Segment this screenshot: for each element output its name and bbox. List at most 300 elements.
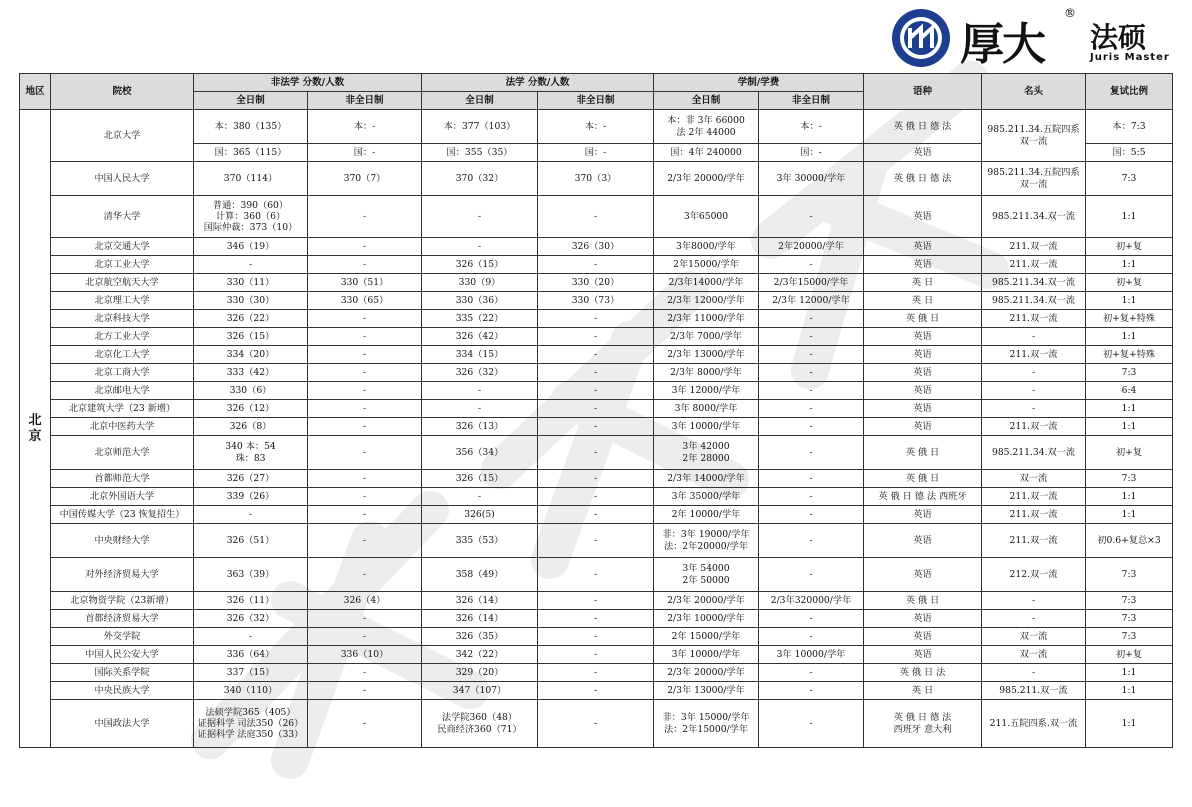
cell-nonlaw-part: -	[308, 328, 422, 346]
cell-school: 外交学院	[51, 628, 194, 646]
cell-school: 北京科技大学	[51, 310, 194, 328]
cell-ratio: 初+复+特殊	[1086, 346, 1173, 364]
cell-nonlaw-part: -	[308, 346, 422, 364]
header-law: 法学 分数/人数	[422, 74, 654, 92]
cell-ratio: 1:1	[1086, 400, 1173, 418]
cell-school: 北京交通大学	[51, 238, 194, 256]
cell-nonlaw-part: 330（51）	[308, 274, 422, 292]
cell-nonlaw-full: 326（51）	[194, 524, 308, 558]
header-tuition-part: 非全日制	[759, 92, 864, 110]
logo-brand-text: 厚大	[960, 19, 1044, 70]
cell-school: 中央民族大学	[51, 682, 194, 700]
region-cell	[20, 110, 51, 748]
header-ratio: 复试比例	[1086, 74, 1173, 110]
cell-law-full: 326（14）	[422, 610, 538, 628]
cell-language: 英语	[864, 610, 982, 628]
cell-law-full: 326（42）	[422, 328, 538, 346]
cell-tuition-full: 2/3年 13000/学年	[654, 682, 759, 700]
table-row	[20, 524, 1173, 558]
table-row	[20, 110, 1173, 144]
cell-law-full: 326（14）	[422, 592, 538, 610]
cell-school: 国际关系学院	[51, 664, 194, 682]
cell-language: 英 俄 日	[864, 310, 982, 328]
cell-tuition-part: 3年 30000/学年	[759, 162, 864, 196]
cell-tuition-full: 2/3年 8000/学年	[654, 364, 759, 382]
brand-logo	[888, 6, 1188, 70]
cell-law-part: -	[538, 558, 654, 592]
table-row	[20, 470, 1173, 488]
cell-ratio: 初+复	[1086, 436, 1173, 470]
cell-language: 英 日	[864, 682, 982, 700]
cell-tuition-part: -	[759, 400, 864, 418]
cell-law-full: -	[422, 400, 538, 418]
cell-ratio: 1:1	[1086, 328, 1173, 346]
table-row	[20, 328, 1173, 346]
cell-law-part: 330（73）	[538, 292, 654, 310]
cell-rank: 211.双一流	[982, 238, 1086, 256]
cell-rank: 985.211.双一流	[982, 682, 1086, 700]
header-region: 地区	[20, 74, 51, 110]
cell-tuition-part: 本：-	[759, 110, 864, 144]
cell-school: 中国人民大学	[51, 162, 194, 196]
cell-law-part: 370（3）	[538, 162, 654, 196]
header-nonlaw: 非法学 分数/人数	[194, 74, 422, 92]
cell-nonlaw-full: 326（27）	[194, 470, 308, 488]
cell-rank: -	[982, 610, 1086, 628]
cell-language: 英语	[864, 364, 982, 382]
cell-law-full: 370（32）	[422, 162, 538, 196]
cell-nonlaw-part: 370（7）	[308, 162, 422, 196]
cell-tuition-full: 2/3年 20000/学年	[654, 664, 759, 682]
cell-nonlaw-full: 326（12）	[194, 400, 308, 418]
cell-rank: 985.211.34.双一流	[982, 196, 1086, 238]
cell-school: 北京工业大学	[51, 256, 194, 274]
cell-language: 英 俄 日 德 法	[864, 162, 982, 196]
cell-tuition-full: 2年 10000/学年	[654, 506, 759, 524]
table-row	[20, 628, 1173, 646]
cell-school: 北京航空航天大学	[51, 274, 194, 292]
cell-ratio: 1:1	[1086, 664, 1173, 682]
cell-ratio: 7:3	[1086, 470, 1173, 488]
cell-tuition-part: -	[759, 310, 864, 328]
table-row	[20, 436, 1173, 470]
table-row	[20, 664, 1173, 682]
table-row	[20, 196, 1173, 238]
cell-law-part: -	[538, 364, 654, 382]
cell-rank: 211.双一流	[982, 488, 1086, 506]
cell-tuition-part: -	[759, 558, 864, 592]
cell-tuition-part: -	[759, 610, 864, 628]
cell-tuition-full: 3年8000/学年	[654, 238, 759, 256]
cell-rank: 985.211.34.双一流	[982, 436, 1086, 470]
header-nonlaw-part: 非全日制	[308, 92, 422, 110]
cell-rank: 985.211.34.双一流	[982, 274, 1086, 292]
cell-school: 北京建筑大学（23 新增）	[51, 400, 194, 418]
cell-nonlaw-full: 346（19）	[194, 238, 308, 256]
cell-rank: 212.双一流	[982, 558, 1086, 592]
cell-school: 北方工业大学	[51, 328, 194, 346]
cell-nonlaw-full: 国：365（115）	[194, 144, 308, 162]
cell-language: 英语	[864, 418, 982, 436]
cell-school: 对外经济贸易大学	[51, 558, 194, 592]
cell-tuition-part: -	[759, 628, 864, 646]
cell-tuition-part: -	[759, 506, 864, 524]
cell-law-full: 335（53）	[422, 524, 538, 558]
cell-language: 英语	[864, 558, 982, 592]
cell-law-part: -	[538, 488, 654, 506]
cell-language: 英 日	[864, 274, 982, 292]
cell-rank: 985.211.34.五院四系 双一流	[982, 110, 1086, 162]
cell-law-part: -	[538, 610, 654, 628]
cell-law-part: -	[538, 328, 654, 346]
cell-law-part: 330（20）	[538, 274, 654, 292]
cell-nonlaw-part: -	[308, 506, 422, 524]
cell-rank: -	[982, 400, 1086, 418]
cell-tuition-full: 国：4年 240000	[654, 144, 759, 162]
cell-nonlaw-part: -	[308, 196, 422, 238]
cell-ratio: 初+复	[1086, 646, 1173, 664]
table-row	[20, 364, 1173, 382]
cell-tuition-full: 2/3年 11000/学年	[654, 310, 759, 328]
cell-school: 中央财经大学	[51, 524, 194, 558]
table-row	[20, 346, 1173, 364]
cell-tuition-part: 2/3年15000/学年	[759, 274, 864, 292]
cell-language: 英语	[864, 238, 982, 256]
cell-law-part: -	[538, 592, 654, 610]
cell-tuition-full: 3年 12000/学年	[654, 382, 759, 400]
cell-nonlaw-full: 334（20）	[194, 346, 308, 364]
cell-nonlaw-part: -	[308, 700, 422, 748]
cell-language: 英语	[864, 328, 982, 346]
cell-school: 北京理工大学	[51, 292, 194, 310]
cell-language: 英语	[864, 382, 982, 400]
cell-rank: 211.双一流	[982, 346, 1086, 364]
cell-tuition-full: 3年 10000/学年	[654, 418, 759, 436]
cell-nonlaw-part: -	[308, 400, 422, 418]
cell-nonlaw-full: -	[194, 256, 308, 274]
cell-nonlaw-full: 340 本：54 珠：83	[194, 436, 308, 470]
header-law-part: 非全日制	[538, 92, 654, 110]
cell-tuition-part: 3年 10000/学年	[759, 646, 864, 664]
header-nonlaw-full: 全日制	[194, 92, 308, 110]
cell-rank: 211.双一流	[982, 418, 1086, 436]
cell-tuition-full: 2/3年 7000/学年	[654, 328, 759, 346]
cell-law-part: -	[538, 346, 654, 364]
cell-law-full: 330（9）	[422, 274, 538, 292]
cell-school: 北京邮电大学	[51, 382, 194, 400]
cell-tuition-full: 3年 42000 2年 28000	[654, 436, 759, 470]
cell-ratio: 初+复+特殊	[1086, 310, 1173, 328]
cell-language: 英语	[864, 346, 982, 364]
cell-tuition-part: -	[759, 700, 864, 748]
cell-rank: -	[982, 664, 1086, 682]
cell-tuition-full: 2/3年 12000/学年	[654, 292, 759, 310]
cell-ratio: 初0.6+复总×3	[1086, 524, 1173, 558]
cell-tuition-full: 3年 8000/学年	[654, 400, 759, 418]
table-row	[20, 310, 1173, 328]
cell-tuition-part: -	[759, 436, 864, 470]
cell-tuition-full: 本：非 3年 66000 法 2年 44000	[654, 110, 759, 144]
cell-school: 北京大学	[51, 110, 194, 162]
cell-language: 英 俄 日 德 法 西班牙	[864, 488, 982, 506]
logo-en-text: Juris Master	[1090, 52, 1170, 63]
cell-tuition-full: 2/3年 14000/学年	[654, 470, 759, 488]
cell-ratio: 国：5:5	[1086, 144, 1173, 162]
cell-law-full: -	[422, 382, 538, 400]
cell-language: 英 俄 日 德 法 西班牙 意大利	[864, 700, 982, 748]
cell-law-full: 本：377（103）	[422, 110, 538, 144]
table-row	[20, 558, 1173, 592]
table-row	[20, 418, 1173, 436]
cell-language: 英语	[864, 196, 982, 238]
table-row	[20, 610, 1173, 628]
header-law-full: 全日制	[422, 92, 538, 110]
cell-tuition-part: 2/3年320000/学年	[759, 592, 864, 610]
cell-nonlaw-full: 330（11）	[194, 274, 308, 292]
cell-language: 英语	[864, 144, 982, 162]
cell-tuition-part: -	[759, 664, 864, 682]
cell-school: 北京中医药大学	[51, 418, 194, 436]
table-row	[20, 256, 1173, 274]
cell-language: 英 日	[864, 292, 982, 310]
cell-language: 英语	[864, 400, 982, 418]
cell-law-full: 347（107）	[422, 682, 538, 700]
region-char: 北	[28, 412, 42, 428]
cell-nonlaw-part: -	[308, 364, 422, 382]
cell-law-part: 326（30）	[538, 238, 654, 256]
cell-law-part: -	[538, 506, 654, 524]
cell-nonlaw-full: 333（42）	[194, 364, 308, 382]
cell-rank: 211.双一流	[982, 256, 1086, 274]
cell-tuition-part: -	[759, 346, 864, 364]
cell-ratio: 1:1	[1086, 418, 1173, 436]
cell-law-part: 国：-	[538, 144, 654, 162]
cell-tuition-full: 2年 15000/学年	[654, 628, 759, 646]
cell-tuition-full: 3年 10000/学年	[654, 646, 759, 664]
cell-law-full: 国：355（35）	[422, 144, 538, 162]
cell-ratio: 7:3	[1086, 592, 1173, 610]
cell-law-full: 358（49）	[422, 558, 538, 592]
cell-tuition-full: 非：3年 15000/学年 法：2年15000/学年	[654, 700, 759, 748]
cell-nonlaw-part: -	[308, 524, 422, 558]
cell-nonlaw-part: 330（65）	[308, 292, 422, 310]
cell-tuition-full: 2/3年 10000/学年	[654, 610, 759, 628]
table-body	[20, 110, 1173, 748]
cell-school: 北京化工大学	[51, 346, 194, 364]
cell-school: 北京物资学院（23新增）	[51, 592, 194, 610]
cell-law-full: 326（35）	[422, 628, 538, 646]
cell-law-part: -	[538, 256, 654, 274]
cell-ratio: 初+复	[1086, 274, 1173, 292]
cell-tuition-full: 3年 54000 2年 50000	[654, 558, 759, 592]
cell-rank: -	[982, 364, 1086, 382]
cell-nonlaw-part: 336（10）	[308, 646, 422, 664]
cell-law-part: -	[538, 664, 654, 682]
cell-rank: -	[982, 382, 1086, 400]
cell-law-part: -	[538, 700, 654, 748]
cell-tuition-full: 2年15000/学年	[654, 256, 759, 274]
cell-law-part: -	[538, 470, 654, 488]
cell-law-full: 326（13）	[422, 418, 538, 436]
cell-law-full: 326（15）	[422, 470, 538, 488]
cell-rank: 211.双一流	[982, 310, 1086, 328]
cell-tuition-part: 2/3年 12000/学年	[759, 292, 864, 310]
cell-rank: 211.五院四系.双一流	[982, 700, 1086, 748]
logo-emblem-icon	[890, 7, 952, 69]
cell-tuition-part: -	[759, 196, 864, 238]
cell-school: 北京工商大学	[51, 364, 194, 382]
cell-language: 英语	[864, 524, 982, 558]
cell-nonlaw-part: -	[308, 682, 422, 700]
cell-law-full: 334（15）	[422, 346, 538, 364]
table-row	[20, 274, 1173, 292]
cell-ratio: 1:1	[1086, 488, 1173, 506]
table-row	[20, 382, 1173, 400]
cell-language: 英语	[864, 506, 982, 524]
cell-rank: 双一流	[982, 646, 1086, 664]
cell-language: 英 俄 日 法	[864, 664, 982, 682]
header-language: 语种	[864, 74, 982, 110]
cell-rank: -	[982, 328, 1086, 346]
cell-nonlaw-part: 本：-	[308, 110, 422, 144]
table-row	[20, 238, 1173, 256]
cell-nonlaw-full: 326（11）	[194, 592, 308, 610]
cell-tuition-part: 国：-	[759, 144, 864, 162]
cell-ratio: 7:3	[1086, 558, 1173, 592]
cell-nonlaw-part: -	[308, 470, 422, 488]
cell-nonlaw-full: 326（8）	[194, 418, 308, 436]
cell-nonlaw-full: 340（110）	[194, 682, 308, 700]
table-row	[20, 292, 1173, 310]
table-row	[20, 682, 1173, 700]
cell-tuition-part: -	[759, 256, 864, 274]
cell-tuition-full: 非：3年 19000/学年 法：2年20000/学年	[654, 524, 759, 558]
cell-language: 英语	[864, 646, 982, 664]
table-row	[20, 646, 1173, 664]
cell-nonlaw-full: 326（22）	[194, 310, 308, 328]
cell-tuition-part: -	[759, 488, 864, 506]
cell-school: 中国政法大学	[51, 700, 194, 748]
cell-school: 中国人民公安大学	[51, 646, 194, 664]
cell-nonlaw-full: 363（39）	[194, 558, 308, 592]
cell-law-full: -	[422, 196, 538, 238]
table-row	[20, 400, 1173, 418]
cell-nonlaw-full: 本：380（135）	[194, 110, 308, 144]
cell-ratio: 本：7:3	[1086, 110, 1173, 144]
cell-law-part: 本：-	[538, 110, 654, 144]
cell-law-full: 335（22）	[422, 310, 538, 328]
cell-school: 北京师范大学	[51, 436, 194, 470]
cell-nonlaw-full: 326（32）	[194, 610, 308, 628]
cell-nonlaw-part: -	[308, 558, 422, 592]
cell-tuition-full: 3年 35000/学年	[654, 488, 759, 506]
cell-nonlaw-full: 337（15）	[194, 664, 308, 682]
cell-tuition-full: 2/3年 13000/学年	[654, 346, 759, 364]
cell-rank: 985.211.34.双一流	[982, 292, 1086, 310]
cell-ratio: 1:1	[1086, 292, 1173, 310]
cell-tuition-full: 2/3年 20000/学年	[654, 162, 759, 196]
cell-nonlaw-part: -	[308, 436, 422, 470]
table-row	[20, 700, 1173, 748]
table-row	[20, 506, 1173, 524]
header-school: 院校	[51, 74, 194, 110]
table-row	[20, 162, 1173, 196]
cell-law-part: -	[538, 196, 654, 238]
table-row	[20, 488, 1173, 506]
cell-ratio: 7:3	[1086, 628, 1173, 646]
cell-ratio: 1:1	[1086, 682, 1173, 700]
cell-nonlaw-part: 国：-	[308, 144, 422, 162]
registered-mark: ®	[1064, 6, 1076, 20]
cell-law-full: -	[422, 488, 538, 506]
cell-nonlaw-full: 普通：390（60） 计算：360（6） 国际仲裁：373（10）	[194, 196, 308, 238]
cell-tuition-part: -	[759, 470, 864, 488]
cell-nonlaw-full: 法硕学院365（405） 证据科学 司法350（26） 证据科学 法庭350（33）	[194, 700, 308, 748]
cell-nonlaw-full: 370（114）	[194, 162, 308, 196]
region-char: 京	[28, 428, 42, 444]
cell-law-part: -	[538, 524, 654, 558]
cell-ratio: 1:1	[1086, 700, 1173, 748]
cell-ratio: 6:4	[1086, 382, 1173, 400]
cell-law-part: -	[538, 418, 654, 436]
cell-tuition-part: -	[759, 364, 864, 382]
cell-tuition-full: 2/3年14000/学年	[654, 274, 759, 292]
cell-ratio: 7:3	[1086, 162, 1173, 196]
header-tuition: 学制/学费	[654, 74, 864, 92]
cell-rank: 985.211.34.五院四系 双一流	[982, 162, 1086, 196]
cell-nonlaw-full: 339（26）	[194, 488, 308, 506]
cell-rank: -	[982, 592, 1086, 610]
cell-nonlaw-part: -	[308, 418, 422, 436]
cell-ratio: 初+复	[1086, 238, 1173, 256]
cell-tuition-part: 2年20000/学年	[759, 238, 864, 256]
cell-nonlaw-full: -	[194, 628, 308, 646]
cell-ratio: 1:1	[1086, 256, 1173, 274]
admission-table	[19, 73, 1173, 748]
cell-rank: 双一流	[982, 470, 1086, 488]
cell-nonlaw-part: -	[308, 256, 422, 274]
header-rank: 名头	[982, 74, 1086, 110]
cell-tuition-full: 3年65000	[654, 196, 759, 238]
cell-nonlaw-part: -	[308, 488, 422, 506]
cell-law-full: 342（22）	[422, 646, 538, 664]
cell-ratio: 7:3	[1086, 364, 1173, 382]
cell-law-full: 326（32）	[422, 364, 538, 382]
cell-nonlaw-part: 326（4）	[308, 592, 422, 610]
cell-tuition-part: -	[759, 682, 864, 700]
cell-law-part: -	[538, 400, 654, 418]
cell-nonlaw-full: 330（6）	[194, 382, 308, 400]
cell-law-full: 356（34）	[422, 436, 538, 470]
cell-nonlaw-full: -	[194, 506, 308, 524]
cell-rank: 211.双一流	[982, 524, 1086, 558]
cell-ratio: 7:3	[1086, 610, 1173, 628]
cell-school: 北京外国语大学	[51, 488, 194, 506]
cell-tuition-part: -	[759, 382, 864, 400]
table-header	[20, 74, 1173, 110]
cell-language: 英语	[864, 628, 982, 646]
cell-language: 英 俄 日	[864, 436, 982, 470]
cell-nonlaw-part: -	[308, 382, 422, 400]
cell-law-full: 326（15）	[422, 256, 538, 274]
cell-tuition-part: -	[759, 418, 864, 436]
cell-law-part: -	[538, 628, 654, 646]
cell-school: 中国传媒大学（23 恢复招生）	[51, 506, 194, 524]
cell-rank: 双一流	[982, 628, 1086, 646]
cell-nonlaw-part: -	[308, 628, 422, 646]
logo-cn-text: 法硕	[1090, 21, 1147, 54]
header-tuition-full: 全日制	[654, 92, 759, 110]
